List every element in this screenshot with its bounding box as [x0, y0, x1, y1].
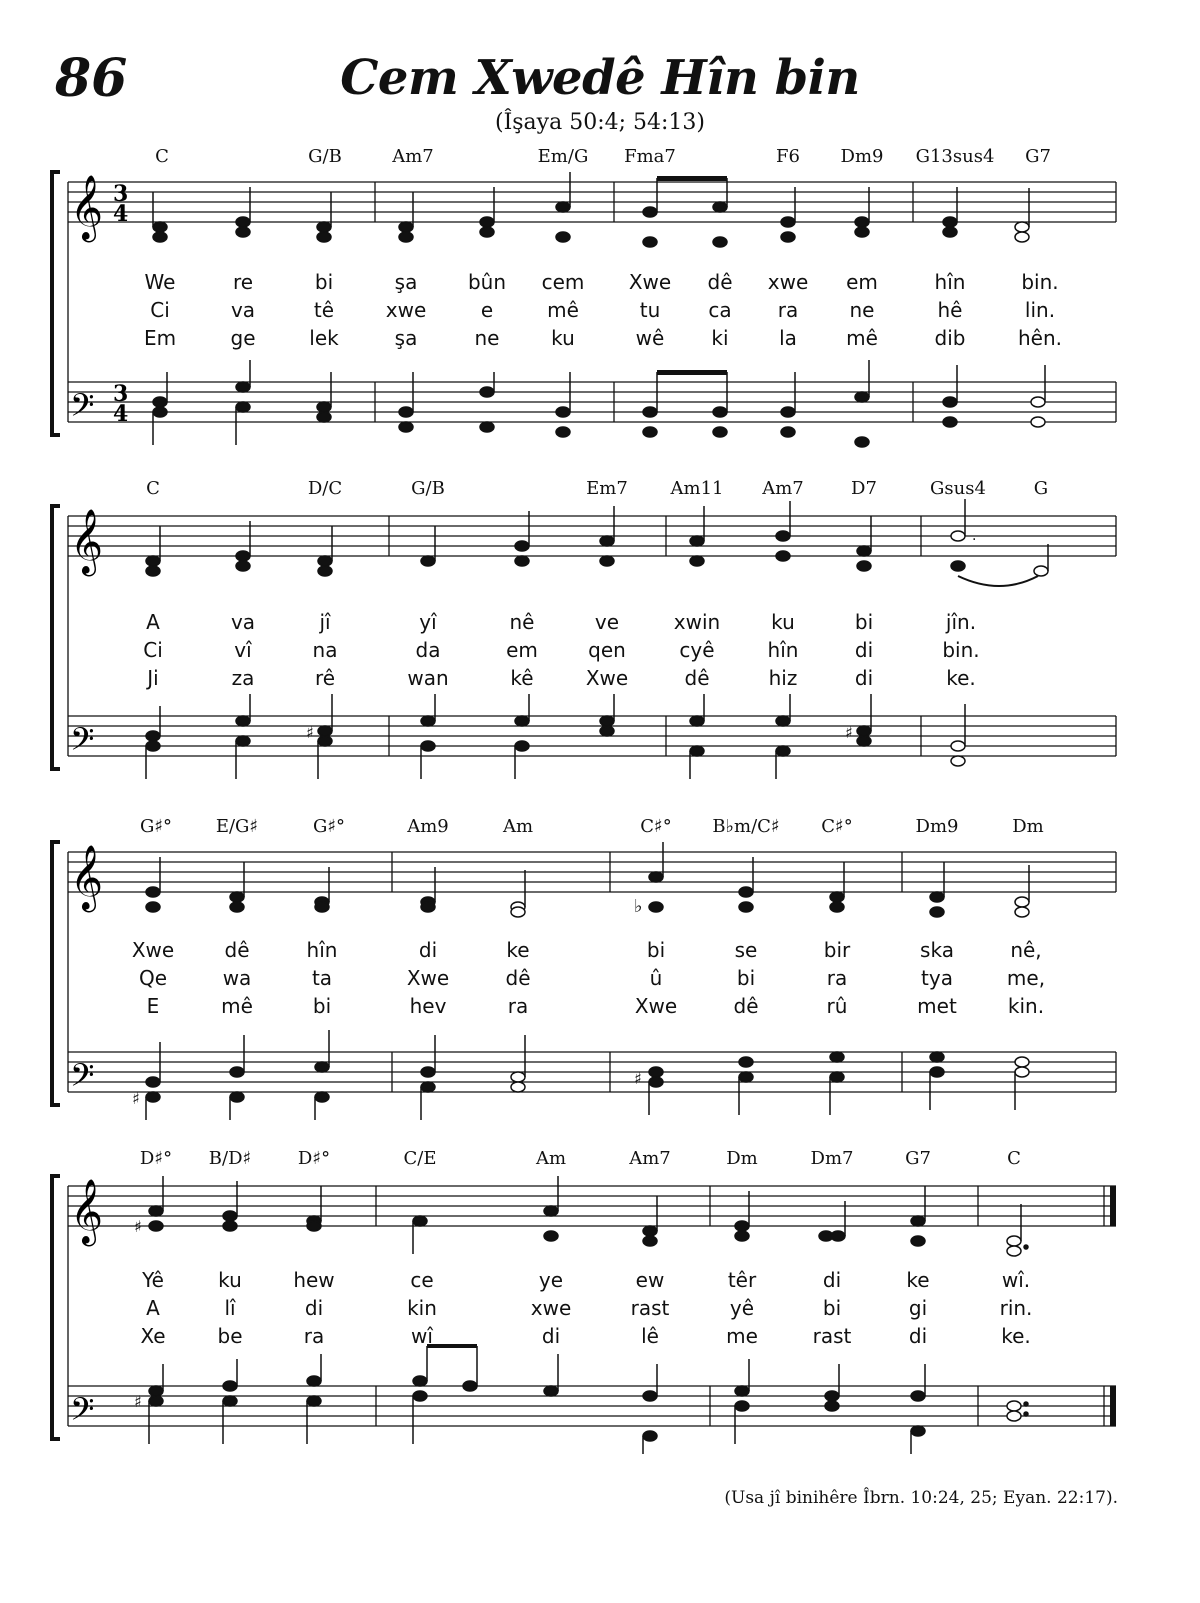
lyric: Xe: [140, 1324, 166, 1348]
chord-symbol: G7: [1025, 146, 1051, 167]
lyric: bi: [822, 1296, 842, 1320]
lyric: ce: [410, 1268, 434, 1292]
lyric: xwe: [767, 270, 809, 294]
lyric: Xwe: [131, 938, 175, 962]
lyric: me,: [1006, 966, 1046, 990]
lyric: mê: [221, 994, 253, 1018]
lyric: met: [917, 994, 957, 1018]
chord-symbol: G/B: [411, 478, 445, 499]
chord-symbol: Am7: [762, 478, 804, 499]
lyric: rast: [630, 1296, 670, 1320]
lyric: jîn.: [945, 610, 977, 634]
lyric: Xwe: [628, 270, 672, 294]
lyric: wî: [411, 1324, 433, 1348]
svg-text:𝄢: 𝄢: [70, 1057, 95, 1101]
lyric: ke: [906, 1268, 930, 1292]
lyric: tu: [639, 298, 661, 322]
chord-symbol: D♯°: [139, 1148, 173, 1169]
lyric: xwin: [673, 610, 721, 634]
lyric: di: [854, 638, 874, 662]
lyric: hên.: [1017, 326, 1063, 350]
chord-symbol: C/E: [403, 1148, 437, 1169]
lyric: jî: [319, 610, 331, 634]
lyric: hiz: [768, 666, 798, 690]
lyric: dê: [505, 966, 531, 990]
svg-text:𝄞: 𝄞: [70, 1179, 104, 1244]
lyric: hew: [293, 1268, 335, 1292]
chord-symbol: Am: [535, 1148, 567, 1169]
chord-symbol: C: [1007, 1148, 1021, 1169]
lyric: hev: [409, 994, 447, 1018]
chord-symbol: Dm: [726, 1148, 758, 1169]
lyric: ca: [708, 298, 732, 322]
lyric: bi: [312, 994, 332, 1018]
lyric: rû: [826, 994, 848, 1018]
lyric: û: [649, 966, 663, 990]
svg-text:4: 4: [113, 401, 129, 427]
lyric: di: [822, 1268, 842, 1292]
lyric: me: [726, 1324, 758, 1348]
lyric: ki: [711, 326, 729, 350]
lyric: A: [146, 1296, 160, 1320]
lyric: ke.: [1001, 1324, 1031, 1348]
lyric: kê: [510, 666, 534, 690]
chord-symbol: G♯°: [139, 816, 173, 837]
chord-symbol: E/G♯: [215, 816, 259, 837]
svg-text:3: 3: [113, 381, 129, 407]
lyric: cem: [541, 270, 585, 294]
lyric: Xwe: [406, 966, 450, 990]
lyric: Em: [143, 326, 177, 350]
lyric: lê: [641, 1324, 659, 1348]
lyric: ew: [635, 1268, 665, 1292]
lyric: Xwe: [585, 666, 629, 690]
lyric: tya: [921, 966, 953, 990]
lyric: hîn: [306, 938, 338, 962]
footer-reference: (Usa jî binihêre Îbrn. 10:24, 25; Eyan. 22:17).: [724, 1488, 1118, 1508]
lyric: dê: [684, 666, 710, 690]
chord-symbol: C♯°: [821, 816, 853, 837]
svg-text:♯: ♯: [634, 1069, 642, 1088]
lyric: e: [480, 298, 494, 322]
lyric: na: [312, 638, 338, 662]
chord-symbol: Dm9: [840, 146, 884, 167]
svg-text:♯: ♯: [845, 723, 853, 742]
chord-symbol: C♯°: [640, 816, 672, 837]
chord-symbol: Dm7: [810, 1148, 854, 1169]
chord-symbol: G: [1033, 478, 1049, 499]
lyric: ra: [777, 298, 799, 322]
lyric: rast: [812, 1324, 852, 1348]
lyric: la: [779, 326, 797, 350]
lyric: lî: [224, 1296, 236, 1320]
svg-text:𝄢: 𝄢: [70, 721, 95, 765]
lyric: ra: [507, 994, 529, 1018]
lyric: di: [418, 938, 438, 962]
lyric: ra: [303, 1324, 325, 1348]
lyric: tê: [313, 298, 335, 322]
lyric: şa: [394, 270, 418, 294]
lyric: Ci: [143, 638, 163, 662]
svg-text:.: .: [972, 528, 977, 544]
lyric: wî.: [1001, 1268, 1031, 1292]
lyric: hîn: [934, 270, 966, 294]
chord-symbol: G♯°: [312, 816, 346, 837]
lyric: dê: [224, 938, 250, 962]
lyric: va: [230, 610, 256, 634]
lyric: di: [541, 1324, 561, 1348]
lyric: yê: [729, 1296, 755, 1320]
lyric: vî: [234, 638, 252, 662]
lyric: Ji: [147, 666, 159, 690]
svg-text:♭: ♭: [634, 896, 643, 917]
lyric: ku: [218, 1268, 242, 1292]
chord-symbol: D♯°: [297, 1148, 331, 1169]
chord-symbol: Dm: [1012, 816, 1044, 837]
svg-text:𝄞: 𝄞: [70, 845, 104, 910]
lyric: ye: [538, 1268, 564, 1292]
lyric: ska: [920, 938, 954, 962]
svg-text:𝄞: 𝄞: [70, 175, 104, 240]
lyric: rin.: [999, 1296, 1033, 1320]
chord-symbol: Gsus4: [930, 478, 986, 499]
lyric: bi: [314, 270, 334, 294]
chord-symbol: Am7: [392, 146, 434, 167]
lyric: rê: [314, 666, 336, 690]
lyric: mê: [846, 326, 878, 350]
lyric: lin.: [1024, 298, 1056, 322]
svg-text:♯: ♯: [134, 1217, 142, 1236]
chord-symbol: Fma7: [624, 146, 676, 167]
lyric: kin.: [1007, 994, 1045, 1018]
lyric: di: [304, 1296, 324, 1320]
lyric: bi: [736, 966, 756, 990]
lyric: bin.: [942, 638, 980, 662]
lyric: yî: [419, 610, 437, 634]
chord-symbol: C: [155, 146, 169, 167]
lyric: ke.: [946, 666, 976, 690]
lyric: ve: [594, 610, 620, 634]
lyric: hîn: [767, 638, 799, 662]
svg-text:♯: ♯: [306, 723, 314, 742]
lyric: nê: [509, 610, 535, 634]
lyric: lek: [309, 326, 339, 350]
chord-symbol: G/B: [308, 146, 342, 167]
svg-text:4: 4: [113, 201, 129, 227]
chord-symbol: Am7: [629, 1148, 671, 1169]
lyric: Yê: [142, 1268, 164, 1292]
lyric: dê: [707, 270, 733, 294]
treble-staff: [0, 150, 1200, 470]
svg-text:𝄢: 𝄢: [70, 387, 95, 431]
svg-text:𝄞: 𝄞: [70, 509, 104, 574]
lyric: ra: [826, 966, 848, 990]
lyric: ge: [230, 326, 256, 350]
chord-symbol: G13sus4: [915, 146, 995, 167]
lyric: za: [231, 666, 255, 690]
chord-symbol: G7: [905, 1148, 931, 1169]
lyric: nê,: [1010, 938, 1042, 962]
lyric: bûn: [467, 270, 507, 294]
lyric: ku: [771, 610, 795, 634]
svg-text:♯: ♯: [132, 1089, 140, 1108]
chord-symbol: D7: [851, 478, 877, 499]
lyric: se: [734, 938, 758, 962]
lyric: ku: [551, 326, 575, 350]
lyric: A: [146, 610, 160, 634]
lyric: ne: [474, 326, 500, 350]
lyric: Ci: [150, 298, 170, 322]
chord-symbol: Am11: [670, 478, 724, 499]
lyric: bi: [646, 938, 666, 962]
lyric: qen: [588, 638, 626, 662]
lyric: E: [146, 994, 160, 1018]
lyric: bi: [854, 610, 874, 634]
lyric: dib: [934, 326, 966, 350]
chord-symbol: B/D♯: [208, 1148, 252, 1169]
svg-text:3: 3: [113, 181, 129, 207]
lyric: hê: [937, 298, 963, 322]
hymn-number: 86: [55, 48, 128, 109]
svg-text:𝄢: 𝄢: [70, 1391, 95, 1435]
chord-symbol: Am9: [407, 816, 449, 837]
chord-symbol: B♭m/C♯: [712, 816, 780, 837]
chord-symbol: Dm9: [915, 816, 959, 837]
chord-symbol: F6: [776, 146, 800, 167]
lyric: gi: [908, 1296, 928, 1320]
lyric: cyê: [679, 638, 715, 662]
lyric: em: [506, 638, 538, 662]
lyric: dê: [733, 994, 759, 1018]
lyric: ta: [311, 966, 333, 990]
lyric: Xwe: [634, 994, 678, 1018]
lyric: kin: [407, 1296, 437, 1320]
scripture-reference: (Îşaya 50:4; 54:13): [494, 110, 705, 135]
lyric: xwe: [385, 298, 427, 322]
chord-symbol: Em7: [586, 478, 628, 499]
lyric: ke: [506, 938, 530, 962]
lyric: va: [230, 298, 256, 322]
lyric: em: [846, 270, 878, 294]
lyric: re: [232, 270, 254, 294]
chord-symbol: Em/G: [537, 146, 589, 167]
lyric: bin.: [1021, 270, 1059, 294]
lyric: Qe: [138, 966, 168, 990]
hymn-title: Cem Xwedê Hîn bin: [340, 50, 860, 106]
lyric: We: [144, 270, 176, 294]
lyric: wa: [222, 966, 252, 990]
lyric: bir: [823, 938, 851, 962]
lyric: wê: [635, 326, 665, 350]
lyric: têr: [727, 1268, 757, 1292]
lyric: mê: [547, 298, 579, 322]
lyric: wan: [407, 666, 449, 690]
svg-text:♯: ♯: [134, 1392, 142, 1411]
lyric: şa: [394, 326, 418, 350]
lyric: ne: [849, 298, 875, 322]
chord-symbol: C: [146, 478, 160, 499]
chord-symbol: D/C: [307, 478, 343, 499]
lyric: xwe: [530, 1296, 572, 1320]
lyric: di: [908, 1324, 928, 1348]
lyric: da: [415, 638, 441, 662]
lyric: be: [217, 1324, 243, 1348]
chord-symbol: Am: [502, 816, 534, 837]
lyric: di: [854, 666, 874, 690]
